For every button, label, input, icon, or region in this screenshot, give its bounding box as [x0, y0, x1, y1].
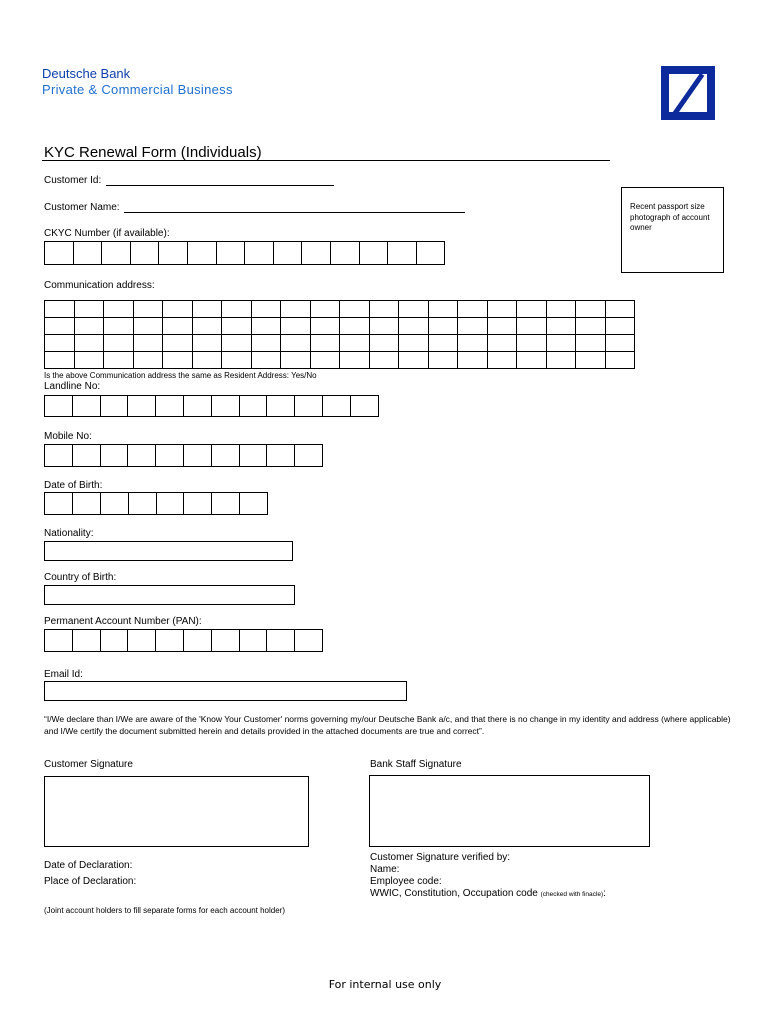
char-box[interactable]	[546, 300, 577, 318]
deutsche-bank-logo-icon	[661, 66, 715, 120]
char-box[interactable]	[398, 317, 429, 335]
char-box[interactable]	[74, 300, 105, 318]
joint-holders-note: (Joint account holders to fill separate forms for each account holder)	[44, 906, 286, 915]
ckyc-label: CKYC Number (if available):	[44, 228, 170, 239]
char-box[interactable]	[216, 241, 246, 265]
char-box[interactable]	[398, 351, 429, 369]
char-box[interactable]	[155, 444, 184, 467]
char-box[interactable]	[133, 300, 164, 318]
comm-address-label: Communication address:	[44, 280, 155, 291]
wwic-note: (checked with finacle)	[540, 891, 604, 898]
landline-label: Landline No:	[44, 381, 101, 392]
char-box[interactable]	[101, 241, 131, 265]
employee-code-label: Employee code:	[370, 876, 442, 887]
char-box[interactable]	[128, 492, 157, 515]
char-box[interactable]	[516, 317, 547, 335]
char-box[interactable]	[72, 629, 101, 652]
char-box[interactable]	[239, 444, 268, 467]
char-box[interactable]	[457, 300, 488, 318]
char-box[interactable]	[428, 317, 459, 335]
char-box[interactable]	[155, 629, 184, 652]
char-box[interactable]	[221, 351, 252, 369]
char-box[interactable]	[192, 334, 223, 352]
char-box[interactable]	[605, 300, 636, 318]
char-box[interactable]	[72, 395, 101, 417]
char-box[interactable]	[339, 317, 370, 335]
char-box[interactable]	[546, 351, 577, 369]
char-box[interactable]	[127, 395, 156, 417]
char-box[interactable]	[339, 300, 370, 318]
char-box[interactable]	[162, 300, 193, 318]
char-box[interactable]	[133, 317, 164, 335]
mobile-input[interactable]	[44, 444, 323, 467]
char-box[interactable]	[192, 300, 223, 318]
char-box[interactable]	[428, 334, 459, 352]
char-box[interactable]	[239, 492, 268, 515]
char-box[interactable]	[516, 334, 547, 352]
char-box[interactable]	[251, 317, 282, 335]
wwic-label: WWIC, Constitution, Occupation code	[370, 888, 538, 899]
char-box[interactable]	[158, 241, 188, 265]
char-box[interactable]	[416, 241, 446, 265]
char-box[interactable]	[339, 351, 370, 369]
char-box[interactable]	[575, 300, 606, 318]
char-box[interactable]	[162, 334, 193, 352]
char-box[interactable]	[487, 300, 518, 318]
char-box[interactable]	[244, 241, 274, 265]
char-box[interactable]	[369, 334, 400, 352]
char-box[interactable]	[487, 317, 518, 335]
char-box[interactable]	[192, 317, 223, 335]
form-title: KYC Renewal Form (Individuals)	[44, 144, 262, 161]
char-box[interactable]	[211, 395, 240, 417]
char-box[interactable]	[369, 300, 400, 318]
char-box[interactable]	[156, 492, 185, 515]
nationality-input[interactable]	[44, 541, 293, 561]
email-label: Email Id:	[44, 669, 83, 680]
char-box[interactable]	[322, 395, 351, 417]
nationality-label: Nationality:	[44, 528, 94, 539]
char-box[interactable]	[359, 241, 389, 265]
email-input[interactable]	[44, 681, 407, 701]
dob-input[interactable]	[44, 492, 268, 515]
country-birth-input[interactable]	[44, 585, 295, 605]
country-birth-label: Country of Birth:	[44, 572, 117, 583]
char-box[interactable]	[428, 351, 459, 369]
same-address-question: Is the above Communication address the same as Resident Address: Yes/No	[44, 371, 317, 380]
char-box[interactable]	[516, 300, 547, 318]
char-box[interactable]	[183, 629, 212, 652]
char-box[interactable]	[266, 629, 295, 652]
char-box[interactable]	[44, 300, 75, 318]
char-box[interactable]	[183, 492, 212, 515]
pan-input[interactable]	[44, 629, 323, 652]
char-box[interactable]	[310, 300, 341, 318]
char-box[interactable]	[575, 317, 606, 335]
char-box[interactable]	[280, 317, 311, 335]
char-box[interactable]	[74, 351, 105, 369]
char-box[interactable]	[516, 351, 547, 369]
address-row	[44, 351, 635, 369]
char-box[interactable]	[103, 351, 134, 369]
char-box[interactable]	[133, 351, 164, 369]
char-box[interactable]	[73, 241, 103, 265]
verified-by-label: Customer Signature verified by:	[370, 852, 511, 863]
char-box[interactable]	[239, 629, 268, 652]
char-box[interactable]	[44, 351, 75, 369]
char-box[interactable]	[398, 300, 429, 318]
char-box[interactable]	[251, 351, 282, 369]
customer-id-field[interactable]	[106, 185, 334, 186]
dob-label: Date of Birth:	[44, 480, 103, 491]
comm-address-input[interactable]	[44, 300, 635, 369]
char-box[interactable]	[100, 492, 129, 515]
char-box[interactable]	[44, 629, 73, 652]
customer-signature-box[interactable]	[44, 776, 309, 847]
char-box[interactable]	[162, 351, 193, 369]
char-box[interactable]	[605, 334, 636, 352]
char-box[interactable]	[310, 317, 341, 335]
char-box[interactable]	[44, 317, 75, 335]
char-box[interactable]	[221, 300, 252, 318]
customer-signature-label: Customer Signature	[44, 759, 133, 770]
char-box[interactable]	[100, 395, 129, 417]
char-box[interactable]	[187, 241, 217, 265]
char-box[interactable]	[74, 334, 105, 352]
char-box[interactable]	[310, 334, 341, 352]
char-box[interactable]	[72, 444, 101, 467]
photo-box	[621, 187, 724, 273]
ckyc-number-input[interactable]	[44, 241, 445, 265]
char-box[interactable]	[127, 444, 156, 467]
char-box[interactable]	[301, 241, 331, 265]
bank-staff-signature-label: Bank Staff Signature	[370, 759, 462, 770]
char-box[interactable]	[100, 444, 129, 467]
char-box[interactable]	[251, 300, 282, 318]
char-box[interactable]	[387, 241, 417, 265]
char-box[interactable]	[251, 334, 282, 352]
place-declaration-label: Place of Declaration:	[44, 876, 137, 887]
char-box[interactable]	[457, 351, 488, 369]
char-box[interactable]	[457, 334, 488, 352]
char-box[interactable]	[330, 241, 360, 265]
bank-division: Private & Commercial Business	[42, 82, 233, 97]
wwic-colon: :	[603, 888, 606, 899]
char-box[interactable]	[280, 334, 311, 352]
address-row	[44, 300, 635, 318]
char-box[interactable]	[44, 334, 75, 352]
char-box[interactable]	[575, 334, 606, 352]
char-box[interactable]	[350, 395, 379, 417]
char-box[interactable]	[398, 334, 429, 352]
char-box[interactable]	[457, 317, 488, 335]
char-box[interactable]	[183, 444, 212, 467]
char-box[interactable]	[103, 300, 134, 318]
char-box[interactable]	[100, 629, 129, 652]
wwic-line	[370, 888, 606, 899]
char-box[interactable]	[192, 351, 223, 369]
char-box[interactable]	[605, 351, 636, 369]
char-box[interactable]	[44, 241, 74, 265]
char-box[interactable]	[133, 334, 164, 352]
char-box[interactable]	[103, 317, 134, 335]
char-box[interactable]	[221, 334, 252, 352]
char-box[interactable]	[294, 629, 323, 652]
char-box[interactable]	[74, 317, 105, 335]
char-box[interactable]	[294, 395, 323, 417]
char-box[interactable]	[72, 492, 101, 515]
char-box[interactable]	[211, 629, 240, 652]
char-box[interactable]	[546, 334, 577, 352]
footer-internal-use: For internal use only	[328, 978, 442, 991]
char-box[interactable]	[487, 334, 518, 352]
char-box[interactable]	[155, 395, 184, 417]
declaration-text: “I/We declare than I/We are aware of the 'Know Your Customer' norms governing my/our Deutsche Bank a/c, and that there is no change in my identity and address (where applicable) and I/We certify the document submitted herein and details provided in the attached documents are true and correct”.	[44, 714, 731, 736]
landline-input[interactable]	[44, 395, 379, 417]
char-box[interactable]	[221, 317, 252, 335]
char-box[interactable]	[211, 444, 240, 467]
char-box[interactable]	[44, 395, 73, 417]
char-box[interactable]	[487, 351, 518, 369]
char-box[interactable]	[44, 444, 73, 467]
char-box[interactable]	[127, 629, 156, 652]
char-box[interactable]	[428, 300, 459, 318]
address-row	[44, 317, 635, 335]
customer-name-label: Customer Name:	[44, 202, 120, 213]
char-box[interactable]	[130, 241, 160, 265]
char-box[interactable]	[44, 492, 73, 515]
char-box[interactable]	[310, 351, 341, 369]
char-box[interactable]	[575, 351, 606, 369]
char-box[interactable]	[239, 395, 268, 417]
verifier-name-label: Name:	[370, 864, 400, 875]
bank-staff-signature-box[interactable]	[369, 775, 650, 847]
char-box[interactable]	[162, 317, 193, 335]
customer-id-label: Customer Id:	[44, 175, 102, 186]
photo-instructions: Recent passport size photograph of account owner	[630, 202, 710, 232]
char-box[interactable]	[211, 492, 240, 515]
char-box[interactable]	[280, 351, 311, 369]
char-box[interactable]	[294, 444, 323, 467]
char-box[interactable]	[103, 334, 134, 352]
char-box[interactable]	[273, 241, 303, 265]
char-box[interactable]	[605, 317, 636, 335]
char-box[interactable]	[369, 351, 400, 369]
title-divider	[42, 160, 610, 161]
char-box[interactable]	[266, 395, 295, 417]
pan-label: Permanent Account Number (PAN):	[44, 616, 202, 627]
char-box[interactable]	[266, 444, 295, 467]
char-box[interactable]	[546, 317, 577, 335]
char-box[interactable]	[183, 395, 212, 417]
mobile-label: Mobile No:	[44, 431, 92, 442]
char-box[interactable]	[369, 317, 400, 335]
address-row	[44, 334, 635, 352]
date-declaration-label: Date of Declaration:	[44, 860, 133, 871]
char-box[interactable]	[339, 334, 370, 352]
char-box[interactable]	[280, 300, 311, 318]
bank-name: Deutsche Bank	[42, 66, 131, 81]
customer-name-field[interactable]	[124, 212, 465, 213]
